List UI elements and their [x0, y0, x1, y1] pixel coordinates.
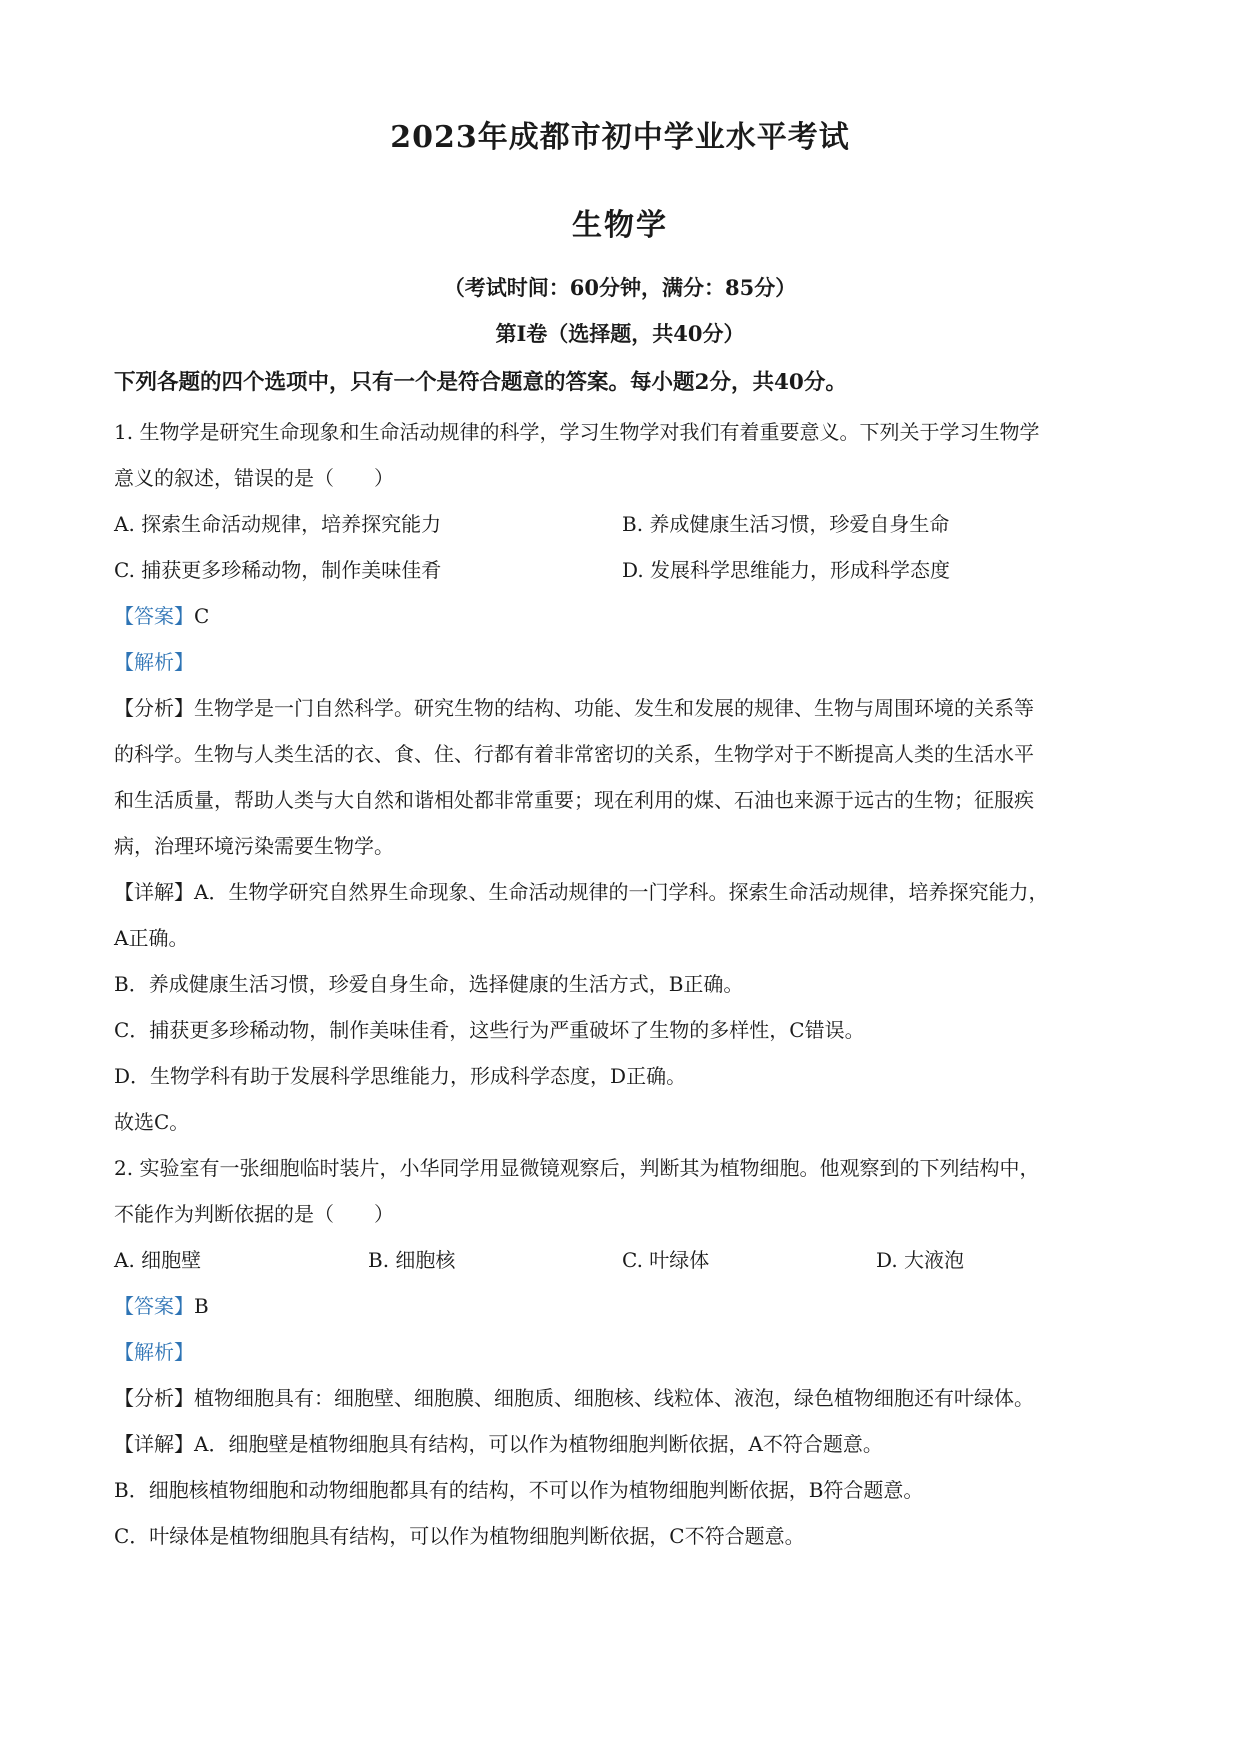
- q1-detail-line-5: D．生物学科有助于发展科学思维能力，形成科学态度，D正确。: [114, 1064, 687, 1088]
- q1-detail-line-2: A正确。: [114, 926, 189, 950]
- q1-option-b: B. 养成健康生活习惯，珍爱自身生命: [622, 512, 950, 536]
- q2-answer: [114, 1290, 209, 1319]
- exam-title: 2023年成都市初中学业水平考试: [390, 120, 850, 155]
- q2-detail-line-2: B．细胞核植物细胞和动物细胞都具有的结构，不可以作为植物细胞判断依据，B符合题意。: [114, 1478, 924, 1502]
- section-title: 第I卷（选择题，共40分）: [495, 321, 745, 346]
- answer-value: B: [194, 1294, 209, 1318]
- q1-detail-line-1: 【详解】A．生物学研究自然界生命现象、生命活动规律的一门学科。探索生命活动规律，培养探究能力，: [114, 880, 1049, 904]
- q1-analysis-line-2: 的科学。生物与人类生活的衣、食、住、行都有着非常密切的关系，生物学对于不断提高人类的生活水平: [114, 742, 1034, 766]
- q2-explain-tag: 【解析】: [114, 1340, 194, 1364]
- q1-option-c: C. 捕获更多珍稀动物，制作美味佳肴: [114, 558, 442, 582]
- q1-stem-line-1: 1. 生物学是研究生命现象和生命活动规律的科学，学习生物学对我们有着重要意义。下列关于学习生物学: [114, 420, 1040, 444]
- subject-title: 生物学: [572, 208, 668, 243]
- q1-analysis-line-3: 和生活质量，帮助人类与大自然和谐相处都非常重要；现在利用的煤、石油也来源于远古的生物；征服疾: [114, 788, 1034, 812]
- q2-stem-line-2: 不能作为判断依据的是（ ）: [114, 1202, 394, 1226]
- answer-value: C: [194, 604, 210, 628]
- q2-option-b: B. 细胞核: [368, 1248, 456, 1272]
- section-instruction: 下列各题的四个选项中，只有一个是符合题意的答案。每小题2分，共40分。: [114, 370, 847, 395]
- q1-option-d: D. 发展科学思维能力，形成科学态度: [622, 558, 951, 582]
- q1-option-a: A. 探索生命活动规律，培养探究能力: [114, 512, 442, 536]
- exam-info: （考试时间：60分钟，满分：85分）: [443, 275, 797, 300]
- q2-analysis-line-1: 【分析】植物细胞具有：细胞壁、细胞膜、细胞质、细胞核、线粒体、液泡，绿色植物细胞还有叶绿体。: [114, 1386, 1034, 1410]
- q1-analysis-line-1: 【分析】生物学是一门自然科学。研究生物的结构、功能、发生和发展的规律、生物与周围环境的关系等: [114, 696, 1034, 720]
- q2-detail-line-3: C．叶绿体是植物细胞具有结构，可以作为植物细胞判断依据，C不符合题意。: [114, 1524, 805, 1548]
- q1-analysis-line-4: 病，治理环境污染需要生物学。: [114, 834, 394, 858]
- q1-stem-line-2: 意义的叙述，错误的是（ ）: [114, 466, 394, 490]
- q1-detail-line-6: 故选C。: [114, 1110, 190, 1134]
- q1-explain-tag: 【解析】: [114, 650, 194, 674]
- q1-answer: [114, 600, 209, 629]
- q2-option-a: A. 细胞壁: [114, 1248, 202, 1272]
- q2-stem-line-1: 2. 实验室有一张细胞临时装片，小华同学用显微镜观察后，判断其为植物细胞。他观察到的下列结构中，: [114, 1156, 1040, 1180]
- q2-option-d: D. 大液泡: [876, 1248, 965, 1272]
- q1-detail-line-4: C．捕获更多珍稀动物，制作美味佳肴，这些行为严重破坏了生物的多样性，C错误。: [114, 1018, 865, 1042]
- q2-detail-line-1: 【详解】A．细胞壁是植物细胞具有结构，可以作为植物细胞判断依据，A不符合题意。: [114, 1432, 883, 1456]
- q2-option-c: C. 叶绿体: [622, 1248, 710, 1272]
- answer-tag: 【答案】: [114, 1294, 194, 1318]
- q1-detail-line-3: B．养成健康生活习惯，珍爱自身生命，选择健康的生活方式，B正确。: [114, 972, 744, 996]
- answer-tag: 【答案】: [114, 604, 194, 628]
